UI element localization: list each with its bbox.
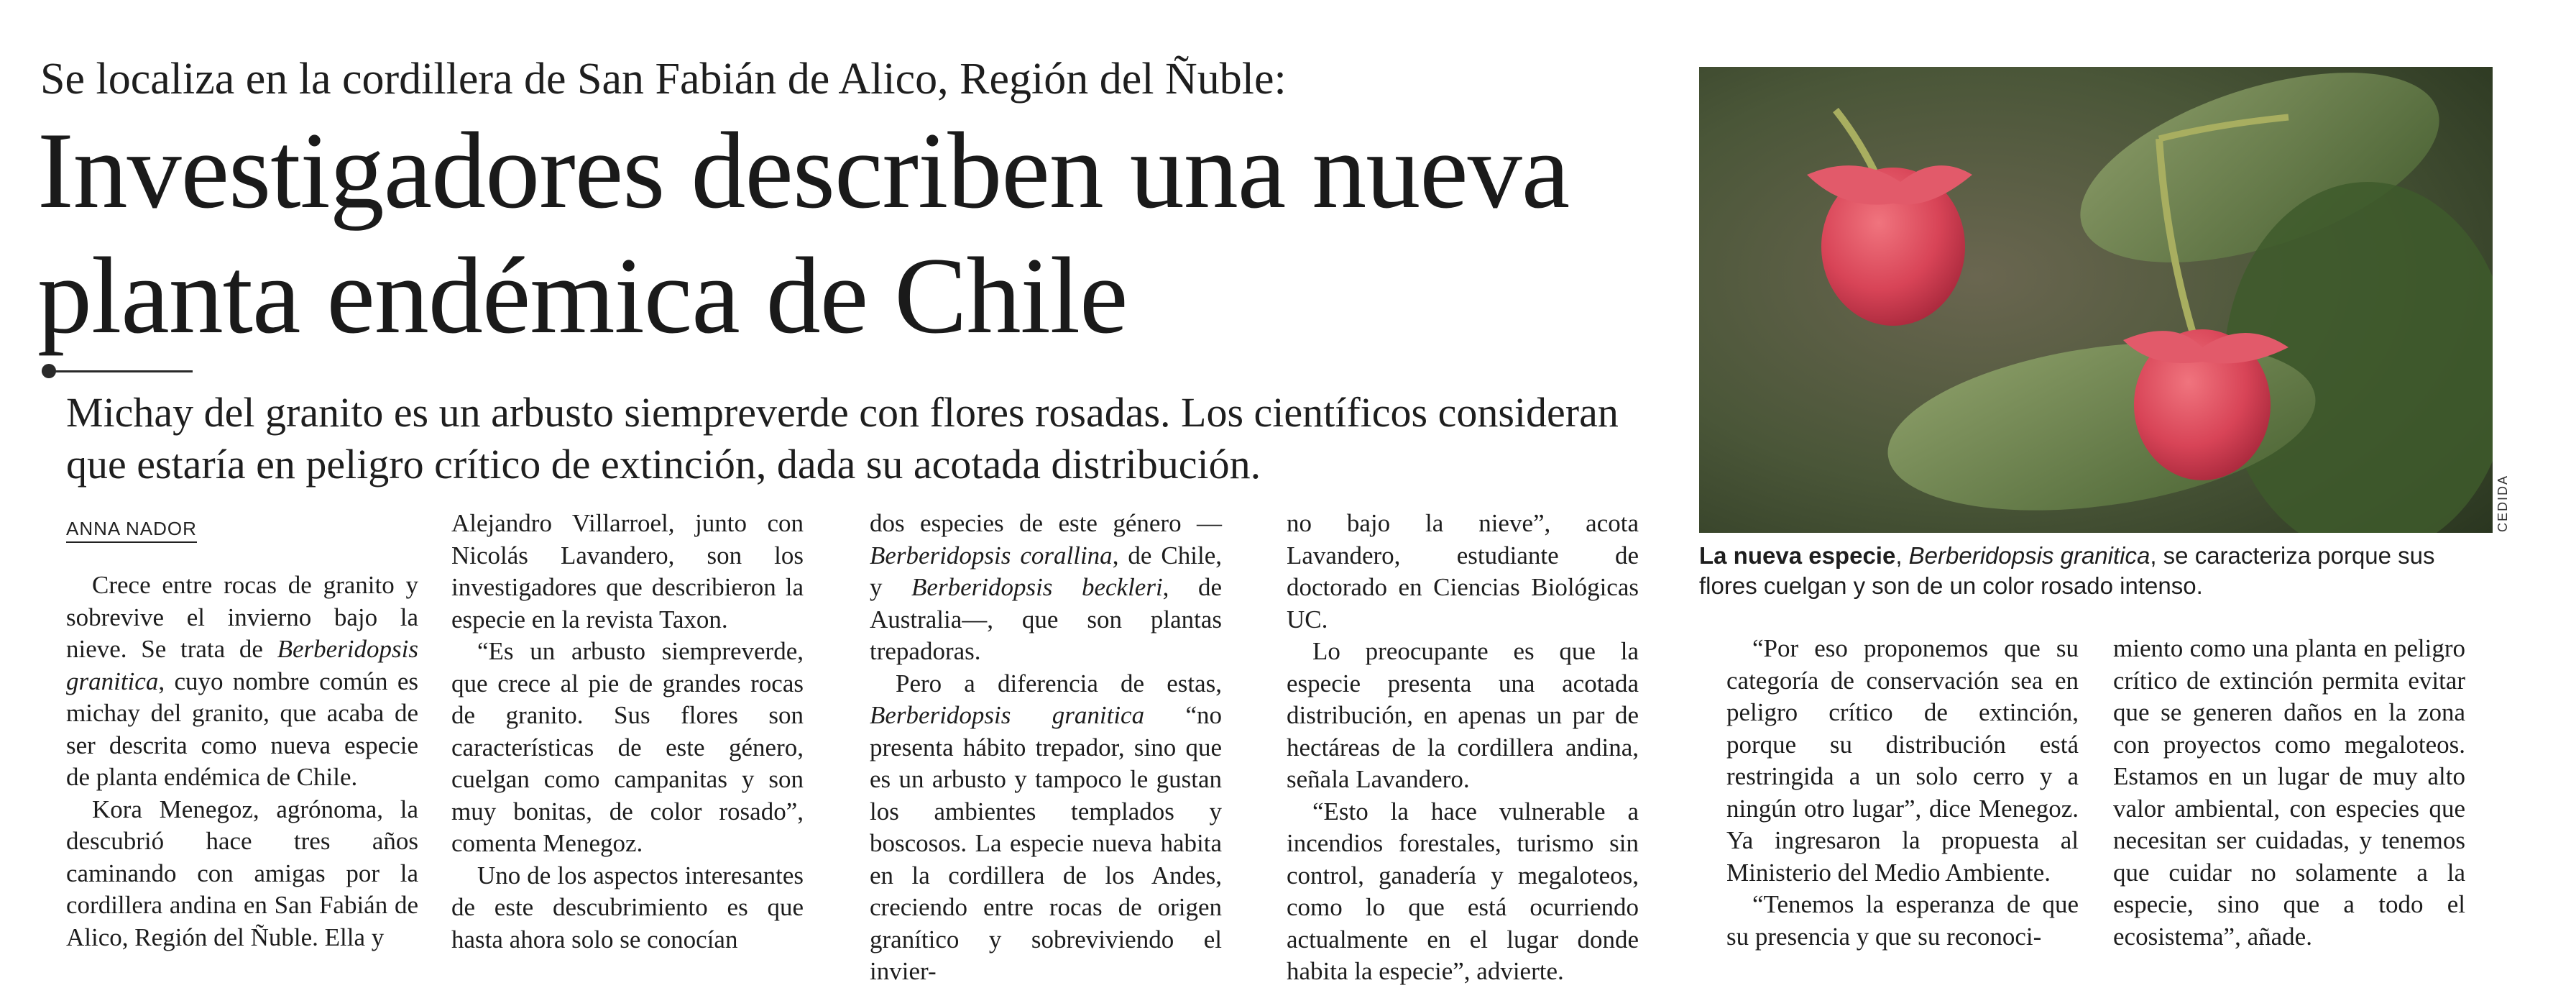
photo-credit: CEDIDA	[2496, 475, 2510, 533]
paragraph: miento como una planta en peligro crítico de extinción permita evitar que se generen daños en la zona con proyectos como megaloteos. Estamos en un lugar de muy alto valor ambiental, con especies que necesitan ser cuidadas, y tenemos que cuidar no solamente a la especie, sino que a todo el ecosistema”, añade.	[2113, 634, 2465, 951]
article-column-5	[1726, 633, 2079, 953]
paragraph: “Es un arbusto siempreverde, que crece al pie de grandes rocas de granito. Sus flores son características de este género, cuelgan como campanitas y son muy bonitas, de color rosado”, comenta Menegoz.	[451, 637, 804, 857]
headline-rule-dot	[42, 364, 56, 378]
species-name: Berberidopsis granitica	[870, 701, 1145, 729]
paragraph: “Esto la hace vulnerable a incendios forestales, turismo sin control, ganadería y megaloteos, como lo que está ocurriendo actualmente en el lugar donde habita la especie”, advierte.	[1287, 797, 1639, 985]
paragraph: Pero a diferencia de estas, Berberidopsis granitica “no presenta hábito trepador, sino que es un arbusto y tampoco le gustan los ambientes templados y boscosos. La especie nueva habita en la cordillera de los Andes, creciendo entre rocas de origen granítico y sobreviviendo el invier-	[870, 669, 1222, 985]
paragraph: “Tenemos la esperanza de que su presencia y que su reconoci-	[1726, 890, 2079, 951]
paragraph: Alejandro Villarroel, junto con Nicolás Lavandero, son los investigadores que describieron la especie en la revista Taxon.	[451, 509, 804, 633]
article-column-4	[1287, 508, 1639, 988]
paragraph: Kora Menegoz, agrónoma, la descubrió hace tres años caminando con amigas por la cordillera andina en San Fabián de Alico, Región del Ñuble. Ella y	[66, 795, 418, 951]
article-column-2	[451, 508, 804, 956]
headline-rule	[42, 370, 193, 372]
headline-line-2: planta endémica de Chile	[37, 235, 1128, 356]
species-name: Berberidopsis granitica	[66, 635, 418, 695]
article-deck: Michay del granito es un arbusto siempreverde con flores rosadas. Los científicos consideran que estaría en peligro crítico de extinción, dada su acotada distribución.	[66, 389, 1619, 488]
paragraph: Uno de los aspectos interesantes de este descubrimiento es que hasta ahora solo se conocían	[451, 861, 804, 953]
paragraph: dos especies de este género —Berberidopsis corallina, de Chile, y Berberidopsis beckleri, de Australia—, que son plantas trepadoras.	[870, 509, 1222, 665]
paragraph: “Por eso proponemos que su categoría de conservación sea en peligro crítico de extinción, porque su distribución está restringida a un solo cerro y a ningún otro lugar”, dice Menegoz. Ya ingresaron la propuesta al Ministerio del Medio Ambiente.	[1726, 634, 2079, 887]
paragraph: Lo preocupante es que la especie presenta una acotada distribución, en apenas un par de hectáreas de la cordillera andina, señala Lavandero.	[1287, 637, 1639, 793]
article-column-3	[870, 508, 1222, 988]
headline-line-1: Investigadores describen una nueva	[37, 110, 1570, 231]
article-column-1	[66, 570, 418, 953]
paragraph: no bajo la nieve”, acota Lavandero, estudiante de doctorado en Ciencias Biológicas UC.	[1287, 509, 1639, 633]
article-kicker: Se localiza en la cordillera de San Fabián de Alico, Región del Ñuble:	[40, 55, 1287, 104]
article-byline: ANNA NADOR	[66, 518, 197, 543]
article-column-6	[2113, 633, 2465, 953]
flower-photo	[1699, 67, 2493, 533]
species-name: Berberidopsis corallina	[870, 541, 1113, 570]
photo-caption: La nueva especie, Berberidopsis granitica, se caracteriza porque sus flores cuelgan y son de un color rosado intenso.	[1699, 542, 2435, 599]
paragraph: Crece entre rocas de granito y sobrevive el invierno bajo la nieve. Se trata de Berberidopsis granitica, cuyo nombre común es michay del granito, que acaba de ser descrita como nueva especie de planta endémica de Chile.	[66, 571, 418, 791]
species-name: Berberidopsis beckleri	[911, 573, 1163, 601]
article-headline	[37, 108, 1690, 358]
